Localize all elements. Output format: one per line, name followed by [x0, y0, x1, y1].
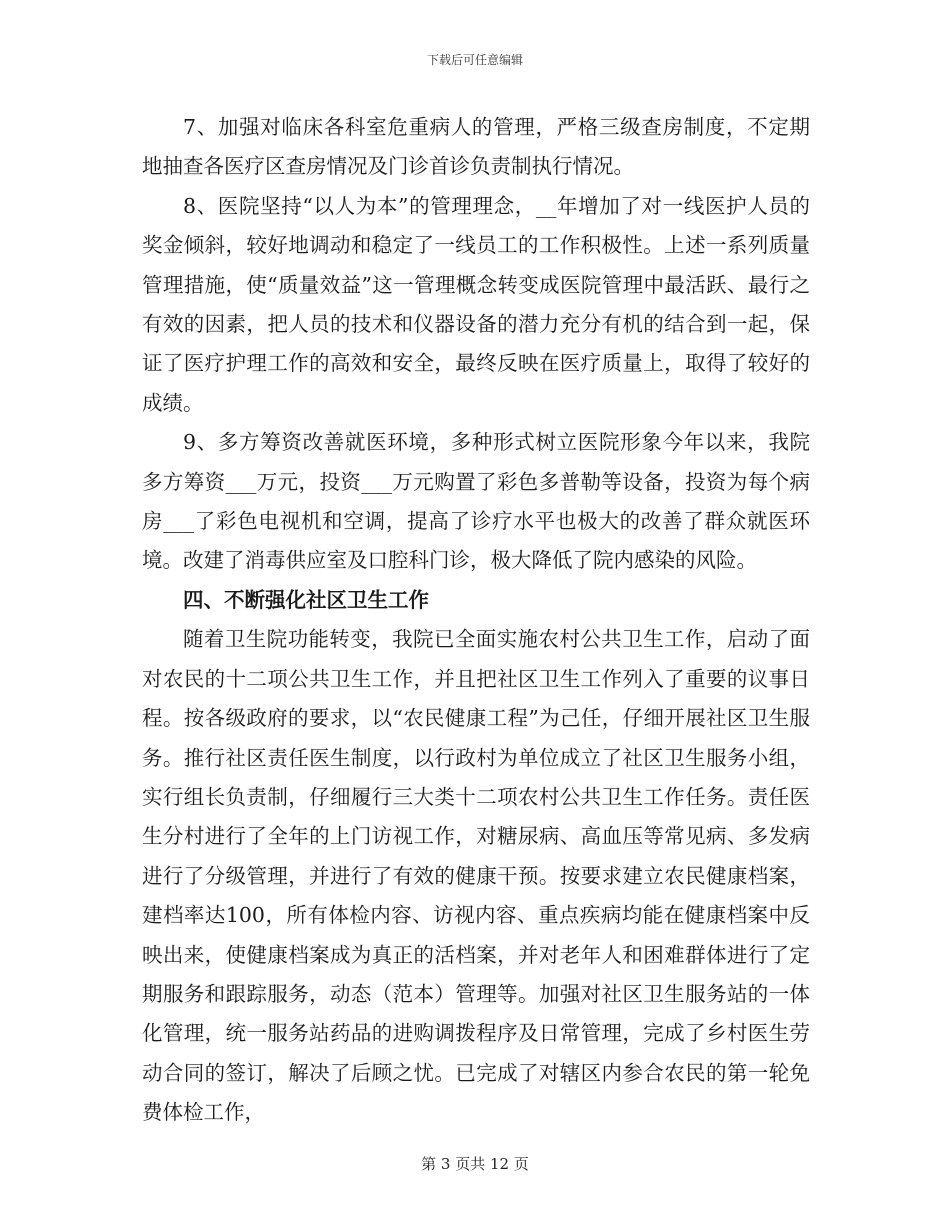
section-paragraph: 随着卫生院功能转变，我院已全面实施农村公共卫生工作，启动了面对农民的十二项公共卫生工作，并且把社区卫生工作列入了重要的议事日程。按各级政府的要求，以“农民健康工程”为己任，仔细开展社区卫生服务。推行社区责任医生制度，以行政村为单位成立了社区卫生服务小组，实行组长负责制，仔细履行三大类十二项农村公共卫生工作任务。责任医生分村进行了全年的上门访视工作，对糖尿病、高血压等常见病、多发病进行了分级管理，并进行了有效的健康干预。按要求建立农民健康档案，建档率达100，所有体检内容、访视内容、重点疾病均能在健康档案中反映出来，使健康档案成为真正的活档案，并对老年人和困难群体进行了定期服务和跟踪服务，动态（范本）管理等。加强对社区卫生服务站的一体化管理，统一服务站药品的进购调拨程序及日常管理，完成了乡村医生劳动合同的签订，解决了后顾之忧。已完成了对辖区内参合农民的第一轮免费体检工作，	[142, 627, 810, 1125]
paragraph-item-8: 8、医院坚持“以人为本”的管理理念，__年增加了对一线医护人员的奖金倾斜，较好地调动和稳定了一线员工的工作积极性。上述一系列质量管理措施，使“质量效益”这一管理概念转变成医院管理中最活跃、最行之有效的因素，把人员的技术和仪器设备的潜力充分有机的结合到一起，保证了医疗护理工作的高效和安全，最终反映在医疗质量上，取得了较好的成绩。	[142, 193, 810, 415]
document-body	[142, 108, 810, 1133]
paragraph-item-9: 9、多方筹资改善就医环境，多种形式树立医院形象今年以来，我院多方筹资___万元，投资___万元购置了彩色多普勒等设备，投资为每个病房___了彩色电视机和空调，提高了诊疗水平也极大的改善了群众就医环境。改建了消毒供应室及口腔科门诊，极大降低了院内感染的风险。	[142, 430, 810, 573]
page-header-note: 下载后可任意编辑	[426, 53, 523, 67]
page-number: 第 3 页共 12 页	[421, 1155, 529, 1173]
section-heading: 四、不断强化社区卫生工作	[183, 587, 429, 612]
paragraph-item-7: 7、加强对临床各科室危重病人的管理，严格三级查房制度，不定期地抽查各医疗区查房情况及门诊首诊负责制执行情况。	[142, 115, 810, 179]
